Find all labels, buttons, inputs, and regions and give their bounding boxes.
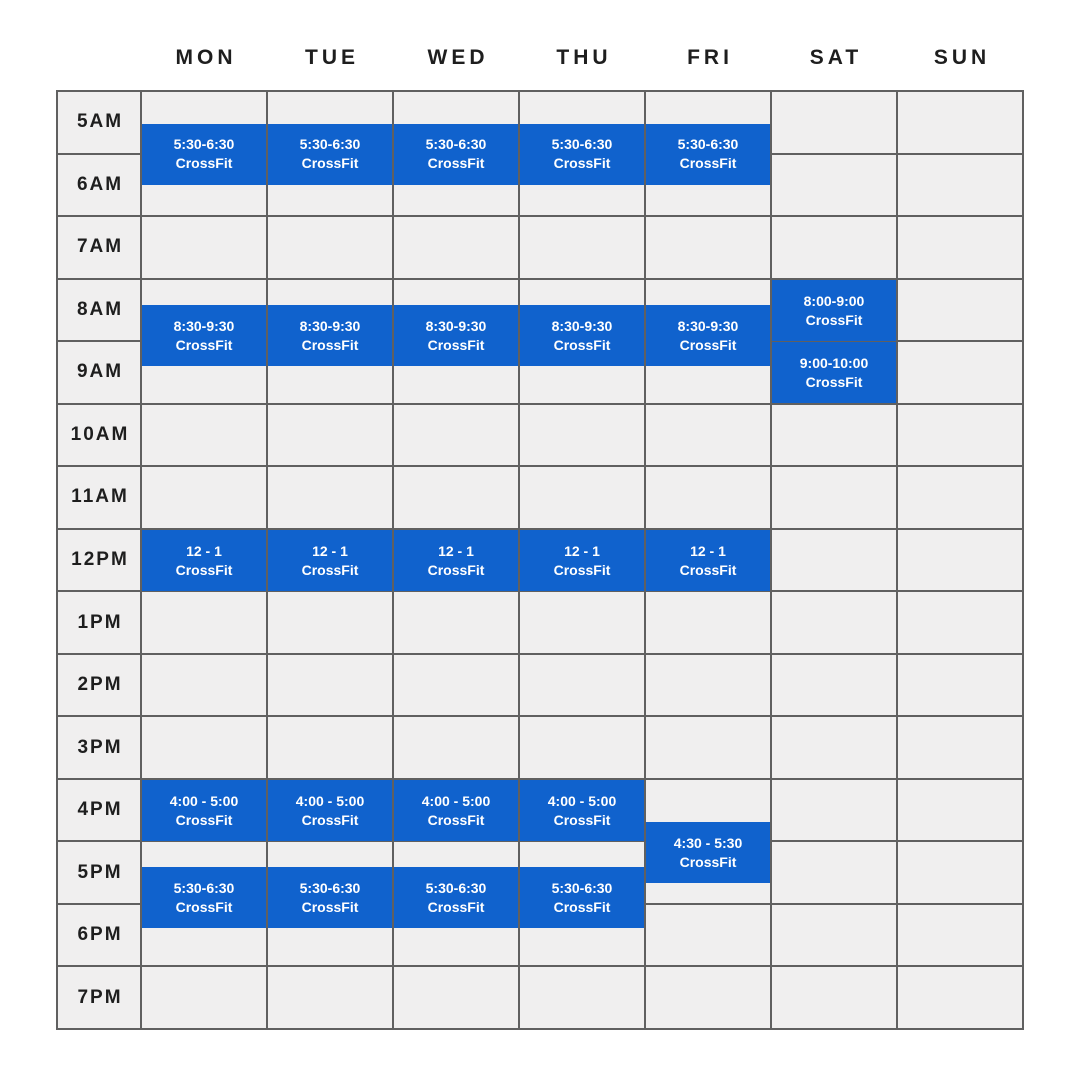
time-label: 7AM bbox=[76, 236, 124, 258]
grid-cell bbox=[142, 655, 266, 716]
time-label: 10AM bbox=[70, 423, 130, 445]
time-label: 7PM bbox=[77, 986, 123, 1008]
time-label: 6PM bbox=[77, 924, 123, 946]
event-time: 12 - 1 bbox=[438, 542, 474, 559]
event-block[interactable] bbox=[394, 780, 518, 841]
grid-cell bbox=[142, 717, 266, 778]
grid-cell bbox=[268, 967, 392, 1028]
grid-cell bbox=[898, 280, 1022, 341]
event-block[interactable] bbox=[394, 530, 518, 591]
event-block[interactable] bbox=[646, 305, 770, 366]
grid-cell bbox=[898, 967, 1022, 1028]
event-name: CrossFit bbox=[553, 811, 611, 828]
time-cell bbox=[58, 92, 140, 153]
grid-cell bbox=[772, 467, 896, 528]
grid-cell bbox=[772, 655, 896, 716]
event-name: CrossFit bbox=[427, 811, 485, 828]
event-time: 4:30 - 5:30 bbox=[673, 834, 743, 851]
time-label: 5PM bbox=[77, 861, 123, 883]
event-time: 8:30-9:30 bbox=[425, 317, 487, 334]
grid-cell bbox=[772, 592, 896, 653]
event-time: 5:30-6:30 bbox=[551, 136, 613, 152]
event-time: 5:30-6:30 bbox=[173, 879, 235, 896]
event-time: 8:30-9:30 bbox=[173, 317, 235, 334]
event-time: 5:30-6:30 bbox=[173, 136, 235, 152]
event-block[interactable] bbox=[268, 780, 392, 841]
grid-cell bbox=[268, 467, 392, 528]
event-block[interactable] bbox=[142, 867, 266, 928]
grid-cell bbox=[772, 217, 896, 278]
grid-cell bbox=[898, 467, 1022, 528]
event-name: CrossFit bbox=[301, 811, 359, 828]
time-label: 9AM bbox=[76, 361, 124, 383]
event-time: 4:00 - 5:00 bbox=[295, 792, 365, 809]
event-name: CrossFit bbox=[427, 155, 485, 171]
time-cell bbox=[58, 717, 140, 778]
event-block[interactable] bbox=[142, 124, 266, 185]
time-cell bbox=[58, 155, 140, 216]
event-block[interactable] bbox=[142, 530, 266, 591]
grid-cell bbox=[520, 467, 644, 528]
event-name: CrossFit bbox=[175, 898, 233, 915]
event-time: 4:00 - 5:00 bbox=[421, 792, 491, 809]
grid-cell bbox=[898, 905, 1022, 966]
event-time: 12 - 1 bbox=[186, 542, 222, 559]
grid-cell bbox=[646, 717, 770, 778]
time-cell bbox=[58, 780, 140, 841]
grid-cell bbox=[394, 217, 518, 278]
event-block[interactable] bbox=[268, 530, 392, 591]
time-cell bbox=[58, 592, 140, 653]
event-block[interactable] bbox=[520, 124, 644, 185]
grid-cell bbox=[898, 655, 1022, 716]
grid-cell bbox=[898, 530, 1022, 591]
grid-cell bbox=[394, 967, 518, 1028]
grid-cell bbox=[646, 655, 770, 716]
event-time: 8:30-9:30 bbox=[551, 317, 613, 334]
grid-cell bbox=[646, 405, 770, 466]
event-name: CrossFit bbox=[301, 155, 359, 171]
event-time: 5:30-6:30 bbox=[299, 879, 361, 896]
event-block[interactable] bbox=[520, 530, 644, 591]
grid-cell bbox=[394, 717, 518, 778]
grid-cell bbox=[268, 655, 392, 716]
time-label: 11AM bbox=[71, 486, 129, 508]
grid-cell bbox=[394, 405, 518, 466]
event-name: CrossFit bbox=[679, 155, 737, 171]
time-label: 1PM bbox=[77, 611, 123, 633]
time-cell bbox=[58, 467, 140, 528]
grid-cell bbox=[520, 717, 644, 778]
event-time: 8:00-9:00 bbox=[803, 292, 865, 309]
grid-cell bbox=[898, 92, 1022, 153]
time-cell bbox=[58, 342, 140, 403]
grid-cell bbox=[520, 592, 644, 653]
event-block[interactable] bbox=[394, 305, 518, 366]
event-name: CrossFit bbox=[301, 898, 359, 915]
event-name: CrossFit bbox=[175, 155, 233, 171]
time-cell bbox=[58, 530, 140, 591]
event-name: CrossFit bbox=[553, 561, 611, 578]
grid-cell bbox=[520, 967, 644, 1028]
grid-cell bbox=[142, 467, 266, 528]
grid-cell bbox=[772, 780, 896, 841]
time-label: 3PM bbox=[77, 736, 123, 758]
grid-cell bbox=[268, 405, 392, 466]
event-name: CrossFit bbox=[679, 336, 737, 353]
grid-cell bbox=[646, 217, 770, 278]
event-name: CrossFit bbox=[301, 561, 359, 578]
time-cell bbox=[58, 967, 140, 1028]
grid-cell bbox=[772, 905, 896, 966]
day-header-sun: SUN bbox=[933, 46, 991, 69]
event-time: 5:30-6:30 bbox=[425, 879, 487, 896]
day-header-thu: THU bbox=[556, 46, 612, 69]
grid-cell bbox=[520, 405, 644, 466]
grid-cell bbox=[898, 155, 1022, 216]
event-name: CrossFit bbox=[805, 373, 863, 390]
grid-cell bbox=[772, 155, 896, 216]
event-name: CrossFit bbox=[175, 561, 233, 578]
grid-cell bbox=[646, 467, 770, 528]
grid-cell bbox=[646, 592, 770, 653]
schedule-grid bbox=[56, 90, 1024, 1030]
event-time: 4:00 - 5:00 bbox=[169, 792, 239, 809]
event-name: CrossFit bbox=[427, 561, 485, 578]
time-cell bbox=[58, 905, 140, 966]
grid-cell bbox=[142, 405, 266, 466]
grid-cell bbox=[898, 405, 1022, 466]
grid-cell bbox=[394, 467, 518, 528]
event-time: 5:30-6:30 bbox=[425, 136, 487, 152]
event-time: 8:30-9:30 bbox=[299, 317, 361, 334]
event-name: CrossFit bbox=[805, 311, 863, 328]
event-block[interactable] bbox=[520, 305, 644, 366]
grid-cell bbox=[142, 967, 266, 1028]
grid-cell bbox=[268, 592, 392, 653]
day-header-mon: MON bbox=[175, 46, 237, 69]
grid-cell bbox=[772, 717, 896, 778]
time-label: 6AM bbox=[76, 173, 124, 195]
event-time: 5:30-6:30 bbox=[551, 879, 613, 896]
grid-cell bbox=[268, 217, 392, 278]
day-header-tue: TUE bbox=[305, 46, 359, 69]
time-cell bbox=[58, 842, 140, 903]
event-block[interactable] bbox=[394, 124, 518, 185]
grid-cell bbox=[772, 530, 896, 591]
event-block[interactable] bbox=[142, 305, 266, 366]
grid-cell bbox=[142, 217, 266, 278]
grid-cell bbox=[898, 342, 1022, 403]
grid-cell bbox=[394, 655, 518, 716]
event-name: CrossFit bbox=[175, 811, 233, 828]
grid-cell bbox=[772, 967, 896, 1028]
grid-cell bbox=[898, 717, 1022, 778]
event-block[interactable] bbox=[142, 780, 266, 841]
event-name: CrossFit bbox=[301, 336, 359, 353]
event-name: CrossFit bbox=[427, 898, 485, 915]
time-label: 8AM bbox=[76, 298, 124, 320]
grid-cell bbox=[898, 217, 1022, 278]
event-block[interactable] bbox=[772, 280, 896, 341]
event-name: CrossFit bbox=[427, 336, 485, 353]
event-time: 4:00 - 5:00 bbox=[547, 792, 617, 809]
time-label: 5AM bbox=[76, 111, 124, 133]
event-time: 5:30-6:30 bbox=[299, 136, 361, 152]
grid-cell bbox=[772, 405, 896, 466]
event-block[interactable] bbox=[520, 867, 644, 928]
event-name: CrossFit bbox=[679, 853, 737, 870]
event-block[interactable] bbox=[772, 342, 896, 403]
time-cell bbox=[58, 217, 140, 278]
time-cell bbox=[58, 280, 140, 341]
event-block[interactable] bbox=[268, 305, 392, 366]
event-name: CrossFit bbox=[553, 336, 611, 353]
event-block[interactable] bbox=[268, 867, 392, 928]
time-label: 2PM bbox=[77, 674, 123, 696]
event-time: 8:30-9:30 bbox=[677, 317, 739, 334]
event-block[interactable] bbox=[646, 530, 770, 591]
grid-cell bbox=[898, 592, 1022, 653]
grid-cell bbox=[142, 592, 266, 653]
grid-cell bbox=[646, 967, 770, 1028]
grid-cell bbox=[772, 92, 896, 153]
day-header-fri: FRI bbox=[687, 46, 733, 69]
event-name: CrossFit bbox=[175, 336, 233, 353]
event-time: 9:00-10:00 bbox=[799, 354, 869, 371]
event-name: CrossFit bbox=[553, 155, 611, 171]
event-name: CrossFit bbox=[679, 561, 737, 578]
day-header-sat: SAT bbox=[809, 46, 863, 69]
time-label: 4PM bbox=[77, 799, 123, 821]
time-label: 12PM bbox=[71, 548, 129, 570]
event-block[interactable] bbox=[646, 124, 770, 185]
event-time: 12 - 1 bbox=[312, 542, 348, 559]
grid-cell bbox=[394, 592, 518, 653]
day-header-wed: WED bbox=[427, 46, 489, 69]
event-block[interactable] bbox=[268, 124, 392, 185]
grid-cell bbox=[898, 780, 1022, 841]
time-cell bbox=[58, 655, 140, 716]
grid-cell bbox=[772, 842, 896, 903]
event-time: 12 - 1 bbox=[564, 542, 600, 559]
grid-cell bbox=[898, 842, 1022, 903]
time-cell bbox=[58, 405, 140, 466]
event-name: CrossFit bbox=[553, 898, 611, 915]
event-block[interactable] bbox=[520, 780, 644, 841]
grid-cell bbox=[646, 905, 770, 966]
grid-cell bbox=[520, 217, 644, 278]
event-time: 5:30-6:30 bbox=[677, 136, 739, 152]
event-block[interactable] bbox=[646, 822, 770, 883]
grid-cell bbox=[520, 655, 644, 716]
event-block[interactable] bbox=[394, 867, 518, 928]
event-time: 12 - 1 bbox=[690, 542, 726, 559]
grid-cell bbox=[268, 717, 392, 778]
